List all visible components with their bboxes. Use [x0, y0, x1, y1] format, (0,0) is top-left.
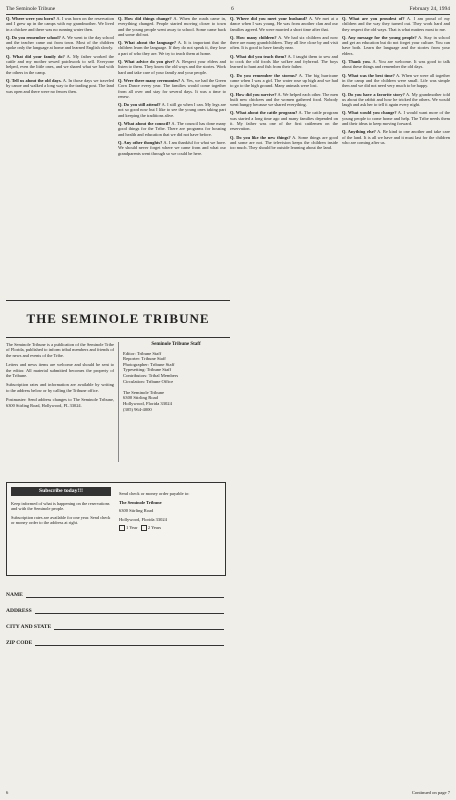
answer: A. I still go when I can. My legs are not so good now but I like to see the young ones taking part and keeping the traditions alive.: [118, 102, 226, 118]
staff-line: Reporter: Tribune Staff: [123, 356, 166, 362]
question: Q. What advice do you give?: [118, 59, 175, 65]
header-publication: The Seminole Tribune: [6, 6, 56, 12]
form-row-city: [6, 614, 224, 630]
question: Q. Any message for the young people?: [342, 34, 417, 40]
subscription-line: Send check or money order payable to:: [119, 491, 190, 496]
question: Q. What was the best time?: [342, 72, 395, 78]
answer: A. The cattle program was started a long time ago and many families depended on it. My father was one of the first cattlemen on the reservation.: [230, 110, 338, 132]
header-page-number: 6: [230, 6, 234, 12]
question: Q. What are you proudest of?: [342, 16, 405, 21]
question: Q. Do you remember the storms?: [230, 72, 297, 78]
subscription-paragraph: Keep informed of what is happening on the reservations and with the Seminole people.: [11, 501, 110, 512]
staff-line: (305) 964-4000: [123, 406, 152, 412]
publication-info: [6, 342, 114, 412]
answer: A. I was born on the reservation and I grew up in the camps with my grandmother. We lived in a chickee and there was no running water then.: [6, 16, 114, 32]
answer: A. It is important that the children learn the language. If they do not speak it, they lose a part of who they are. We try to teach them at home.: [118, 40, 226, 56]
answer: A. I am thankful for what we have. We should never forget where we came from and what our grandparents went through so we could be here.: [118, 139, 226, 156]
checkbox-icon[interactable]: [141, 525, 147, 531]
subscription-info: [11, 501, 111, 529]
staff-line: Hollywood, Florida 33024: [123, 400, 172, 406]
answer: A. I taught them to sew and to cook the old foods like sofkee and frybread. The boys learned to hunt and fish from their father.: [230, 53, 338, 70]
form-row-zip: [6, 630, 224, 646]
footer-continued: Continued on page 7: [411, 789, 450, 795]
answer: A. We had six children and now there are many grandchildren. They all live close by and visit often. It is good to have family near.: [230, 34, 338, 51]
answer: A. When we were all together in the camp and the children were small. Life was simple then and we did not need very much to be happy.: [342, 72, 450, 89]
answer: A. The council has done many good things for the Tribe. There are programs for housing and health and education that we did not have before.: [118, 121, 226, 137]
question: Q. What about the cattle program?: [230, 110, 298, 116]
info-paragraph: The Seminole Tribune is a publication of the Seminole Tribe of Florida, published to inform tribal members and friends of the news and events of the Tribe.: [6, 342, 114, 358]
subscription-option[interactable]: [119, 525, 219, 531]
answer: A. My grandmother told us about the rabbit and how he tricked the others. We would laugh and ask her to tell it again every night.: [342, 91, 450, 108]
city-field[interactable]: [54, 624, 224, 630]
answer: A. Some things are good and some are not. The television keeps the children inside too much. They should be outside learning about the land.: [230, 134, 338, 151]
page-header: [6, 4, 450, 15]
answer: A. When the roads came in, everything changed. People started moving closer to town and the young people went away to school. Some came back and some did not.: [118, 16, 226, 37]
staff-line: Contributors: Tribal Members: [123, 372, 179, 378]
subscription-title: Subscribe today!!!: [11, 487, 111, 496]
question: Q. Thank you.: [342, 59, 371, 65]
answer: A. I am proud of my children and the way they turned out. They work hard and they respect the old ways. That is what matters most to me.: [342, 16, 450, 32]
answer: A. We met at a dance when I was young. He was from another clan and our families agreed. We were married a short time after that.: [230, 16, 338, 32]
checkbox-icon[interactable]: [119, 525, 125, 531]
subscription-line: Hollywood, Florida 33024: [119, 516, 167, 522]
option-label: 1 Year: [126, 525, 138, 531]
staff-line: The Seminole Tribune: [123, 389, 165, 395]
subscription-paragraph: Subscription rates are available for one year. Send check or money order to the address at right.: [11, 514, 111, 526]
answer: A. Respect your elders and listen to them. They know the old ways and the stories. Work hard and take care of your family and your people.: [118, 59, 226, 75]
form-row-address: [6, 598, 224, 614]
staff-heading: Seminole Tribune Staff: [151, 342, 201, 347]
page-footer: [6, 788, 450, 796]
form-row-name: [6, 582, 224, 598]
answer: A. I would want more of the young people to come home and help. The Tribe needs them and their ideas to keep moving forward.: [342, 110, 450, 127]
question: Q. What did you teach them?: [230, 53, 287, 59]
question: Q. Any other thoughts?: [118, 139, 163, 145]
question: Q. How did you survive?: [230, 91, 277, 97]
address-field[interactable]: [35, 608, 224, 614]
name-label: NAME: [6, 592, 23, 598]
subscription-box: [6, 482, 226, 576]
question: Q. Do you have a favorite story?: [342, 91, 405, 97]
question: Q. Were there many ceremonies?: [118, 77, 181, 83]
staff-box: [118, 342, 229, 462]
staff-line: Photographer: Tribune Staff: [123, 361, 175, 367]
subscription-address: [119, 491, 219, 534]
answer: A. Be kind to one another and take care of the land. It is all we have and it must last for the children who are coming after us.: [342, 129, 450, 145]
answer: A. You are welcome. It was good to talk about these things and remember the old days.: [342, 59, 450, 70]
city-label: CITY AND STATE: [6, 624, 52, 630]
subscription-line: 6300 Stirling Road: [119, 508, 154, 513]
address-label: ADDRESS: [6, 608, 32, 614]
question: Q. Anything else?: [342, 129, 376, 135]
answer: A. The big hurricane came when I was a girl. The water rose up high and we had to go to the high ground. Many animals were lost.: [230, 72, 338, 89]
info-paragraph: Postmaster: Send address changes to The Seminole Tribune, 6300 Stirling Road, Hollywood, FL 33024.: [6, 397, 114, 408]
info-paragraph: Letters and news items are welcome and should be sent to the editor. All material submitted becomes the property of the Tribune.: [6, 362, 114, 379]
masthead: [6, 300, 230, 338]
subscription-form: [6, 582, 224, 646]
staff-line: Typesetting: Tribune Staff: [123, 367, 172, 373]
question: Q. What did your family do?: [6, 53, 65, 59]
question: Q. What would you change?: [342, 110, 397, 116]
question: Q. Do you still attend?: [118, 102, 161, 108]
subscription-line: The Seminole Tribune: [119, 499, 162, 505]
staff-line: 6300 Stirling Road: [123, 395, 158, 401]
answer: A. Stay in school and get an education but do not forget your culture. You can have both. Learn the language and the stories from your elders.: [342, 34, 450, 56]
answer: A. In those days we traveled by canoe and walked a long way to the trading post. The land was open and there were no fences then.: [6, 77, 114, 94]
question: Q. How did things change?: [118, 16, 172, 21]
masthead-title: THE SEMINOLE TRIBUNE: [26, 311, 210, 326]
question: Q. Tell us about the old days.: [6, 77, 62, 83]
article-column-3: [230, 16, 338, 776]
staff-line: Circulation: Tribune Office: [123, 378, 174, 384]
zip-label: ZIP CODE: [6, 640, 33, 646]
option-label: 2 Years: [147, 525, 162, 531]
question: Q. Do you remember school?: [6, 34, 61, 40]
question: Q. Where were you born?: [6, 16, 56, 21]
answer: A. My father worked the cattle and my mother sewed patchwork to sell. Everyone helped, even the little ones, and we shared what we had with the others in the camp.: [6, 53, 114, 75]
info-paragraph: Subscription rates and information are available by writing to the address below or by calling the Tribune office.: [6, 382, 114, 393]
staff-line: Editor: Tribune Staff: [123, 350, 162, 356]
answer: A. We helped each other. The men built new chickees and the women gathered food. Nobody went hungry because we shared everything.: [230, 91, 338, 108]
question: Q. Do you like the new things?: [230, 134, 291, 140]
article-column-1: [6, 16, 114, 298]
zip-field[interactable]: [35, 640, 224, 646]
name-field[interactable]: [26, 592, 224, 598]
question: Q. What about the language?: [118, 40, 177, 46]
footer-page-number: 6: [6, 789, 9, 795]
question: Q. Where did you meet your husband?: [230, 16, 308, 21]
question: Q. How many children?: [230, 34, 277, 40]
answer: A. We went to the day school and the teacher came out from town. Most of the children spoke only the language at home and learned English slowly.: [6, 34, 114, 51]
answer: A. Yes, we had the Green Corn Dance every year. The families would come together from all over and stay for several days. It was a time to renew.: [118, 77, 226, 99]
article-column-4: [342, 16, 450, 776]
question: Q. What about the council?: [118, 121, 171, 127]
header-date: February 24, 1994: [409, 6, 450, 12]
